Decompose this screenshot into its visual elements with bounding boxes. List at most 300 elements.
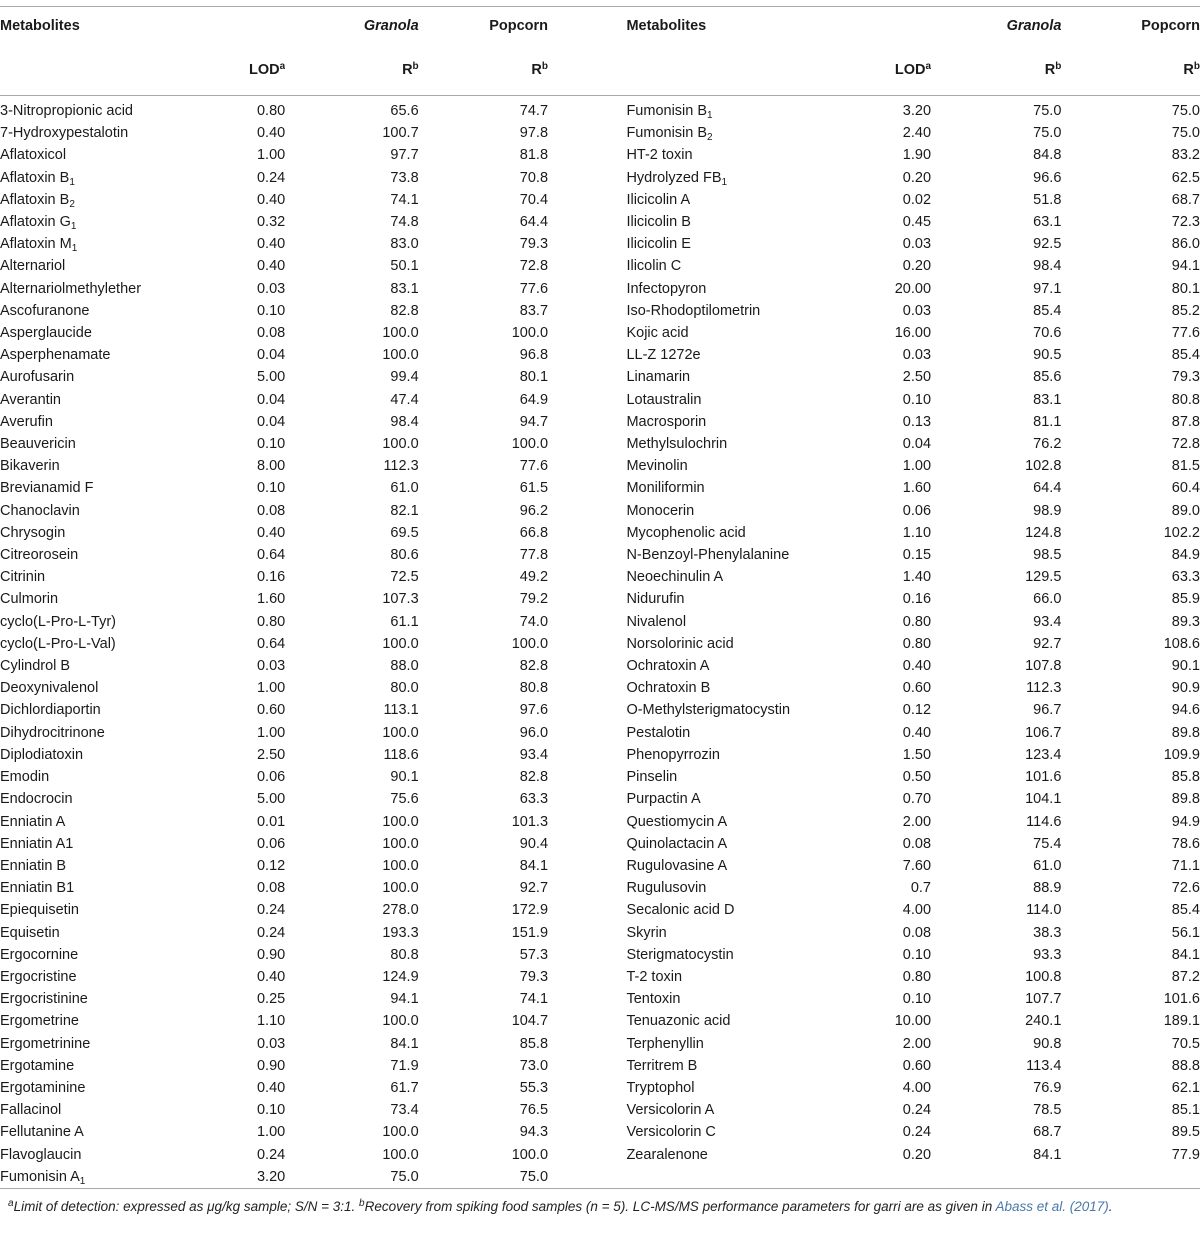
popcorn-recovery: 96.2 bbox=[519, 502, 549, 519]
lod-value: 0.20 bbox=[902, 169, 932, 186]
granola-recovery: 81.1 bbox=[1033, 413, 1062, 430]
table-row bbox=[0, 255, 1200, 277]
granola-recovery: 51.8 bbox=[1033, 191, 1062, 208]
metabolite-name: Bikaverin bbox=[0, 458, 60, 475]
metabolite-name: Versicolorin C bbox=[626, 1124, 716, 1141]
granola-recovery: 100.0 bbox=[382, 347, 419, 364]
granola-recovery: 64.4 bbox=[1033, 480, 1062, 497]
metabolite-name: Ochratoxin B bbox=[626, 680, 711, 697]
lod-value: 0.50 bbox=[902, 769, 932, 786]
lod-value: 2.50 bbox=[256, 746, 286, 763]
table-row bbox=[0, 877, 1200, 899]
popcorn-recovery: 109.9 bbox=[1163, 746, 1200, 763]
lod-value: 0.80 bbox=[256, 613, 286, 630]
lod-value: 4.00 bbox=[902, 902, 932, 919]
lod-value: 1.10 bbox=[902, 524, 932, 541]
granola-recovery: 100.0 bbox=[382, 880, 419, 897]
lod-value: 0.03 bbox=[256, 658, 286, 675]
metabolite-name: 7-Hydroxypestalotin bbox=[0, 125, 129, 142]
granola-recovery: 47.4 bbox=[390, 391, 419, 408]
table-row bbox=[0, 433, 1200, 455]
table-row bbox=[0, 833, 1200, 855]
granola-recovery: 78.5 bbox=[1033, 1102, 1062, 1119]
granola-recovery: 107.3 bbox=[382, 591, 419, 608]
table-row bbox=[0, 344, 1200, 366]
popcorn-recovery: 77.8 bbox=[519, 547, 549, 564]
lod-value: 2.40 bbox=[902, 125, 932, 142]
lod-value: 3.20 bbox=[226, 1166, 285, 1189]
popcorn-recovery: 94.6 bbox=[1171, 702, 1200, 719]
lod-value: 0.03 bbox=[256, 280, 286, 297]
lod-value: 0.24 bbox=[902, 1102, 932, 1119]
table-row bbox=[0, 167, 1200, 189]
metabolite-name: Linamarin bbox=[626, 369, 691, 386]
column-gap bbox=[548, 788, 626, 810]
granola-recovery: 71.9 bbox=[390, 1057, 419, 1074]
granola-recovery: 75.0 bbox=[1033, 125, 1062, 142]
popcorn-recovery: 90.4 bbox=[519, 835, 549, 852]
lod-value: 7.60 bbox=[902, 857, 932, 874]
metabolite-name: Infectopyron bbox=[626, 280, 707, 297]
popcorn-recovery: 151.9 bbox=[511, 924, 549, 941]
lod-value: 0.03 bbox=[256, 1035, 286, 1052]
granola-recovery: 83.1 bbox=[390, 280, 419, 297]
table-row bbox=[0, 455, 1200, 477]
lod-value: 0.40 bbox=[902, 658, 932, 675]
column-gap bbox=[548, 522, 626, 544]
header-metabolites-left: Metabolites bbox=[0, 7, 226, 46]
header-row-1 bbox=[0, 7, 1200, 46]
lod-value: 1.00 bbox=[902, 458, 932, 475]
metabolite-name: Fumonisin $B_1$ bbox=[626, 103, 713, 121]
table-footnote: $^a$Limit of detection: expressed as μg/kg sample; S/N = 3:1. $^b$Recovery from spiking food samples (n = 5). LC-MS/MS performance parameters for garri are as given in Abass et al. (2017). bbox=[8, 1198, 1113, 1214]
table-row bbox=[0, 899, 1200, 921]
granola-recovery: 104.1 bbox=[1025, 791, 1062, 808]
popcorn-recovery: 100.0 bbox=[511, 635, 549, 652]
metabolite-name: Ergocornine bbox=[0, 946, 79, 963]
column-gap bbox=[548, 855, 626, 877]
column-gap bbox=[548, 944, 626, 966]
lod-value: 0.06 bbox=[902, 502, 932, 519]
metabolite-name: Emodin bbox=[0, 769, 50, 786]
metabolite-name: Beauvericin bbox=[0, 436, 76, 453]
granola-recovery: 118.6 bbox=[383, 746, 419, 763]
metabolite-name: Norsolorinic acid bbox=[626, 635, 734, 652]
metabolites-table bbox=[0, 6, 1200, 1189]
table-row bbox=[0, 522, 1200, 544]
lod-value: 0.24 bbox=[256, 902, 286, 919]
table-row bbox=[0, 722, 1200, 744]
lod-value: 5.00 bbox=[256, 369, 286, 386]
granola-recovery: 112.3 bbox=[1026, 680, 1062, 697]
table-row bbox=[0, 1144, 1200, 1166]
popcorn-recovery: 77.6 bbox=[1171, 325, 1200, 342]
metabolite-name: Averantin bbox=[0, 391, 61, 408]
lod-value: 0.40 bbox=[256, 524, 286, 541]
metabolite-name: Sterigmatocystin bbox=[626, 946, 734, 963]
popcorn-recovery: 94.3 bbox=[519, 1124, 549, 1141]
lod-value: 0.80 bbox=[902, 613, 932, 630]
lod-value: 0.16 bbox=[902, 591, 932, 608]
table-body bbox=[0, 96, 1200, 1189]
metabolite-name: Moniliformin bbox=[626, 480, 705, 497]
granola-recovery: 88.0 bbox=[390, 658, 419, 675]
column-gap bbox=[548, 366, 626, 388]
granola-recovery: 90.8 bbox=[1033, 1035, 1062, 1052]
lod-value: 1.00 bbox=[256, 1124, 286, 1141]
column-gap bbox=[548, 144, 626, 166]
granola-recovery: 66.0 bbox=[1033, 591, 1062, 608]
granola-recovery: 112.3 bbox=[383, 458, 419, 475]
granola-recovery: 100.0 bbox=[382, 325, 419, 342]
metabolite-name: Ilicicolin E bbox=[626, 236, 691, 253]
header-row-2 bbox=[0, 45, 1200, 96]
popcorn-recovery: 83.7 bbox=[519, 302, 549, 319]
metabolite-name: Enniatin B1 bbox=[0, 880, 75, 897]
metabolite-name: Citrinin bbox=[0, 569, 46, 586]
column-gap bbox=[548, 278, 626, 300]
popcorn-recovery: 90.9 bbox=[1171, 680, 1200, 697]
header-granola-right: Granola bbox=[931, 7, 1061, 46]
popcorn-recovery: 89.5 bbox=[1171, 1124, 1200, 1141]
lod-value: 0.04 bbox=[902, 436, 932, 453]
metabolite-name: Brevianamid F bbox=[0, 480, 94, 497]
popcorn-recovery: 72.6 bbox=[1171, 880, 1200, 897]
metabolite-name: O-Methylsterigmatocystin bbox=[626, 702, 791, 719]
popcorn-recovery: 77.9 bbox=[1171, 1146, 1200, 1163]
column-gap bbox=[548, 566, 626, 588]
metabolite-name: Citreorosein bbox=[0, 547, 79, 564]
table-row bbox=[0, 389, 1200, 411]
table-row bbox=[0, 1033, 1200, 1055]
lod-value: 0.70 bbox=[902, 791, 932, 808]
metabolite-name: Ilicicolin A bbox=[626, 191, 691, 208]
granola-recovery: 80.8 bbox=[390, 946, 419, 963]
granola-recovery: 61.0 bbox=[1033, 857, 1062, 874]
granola-recovery: 73.8 bbox=[390, 169, 419, 186]
metabolite-name: Skyrin bbox=[626, 924, 667, 941]
header-lod-left: LOD$^a$ bbox=[226, 45, 285, 96]
popcorn-recovery: 63.3 bbox=[1171, 569, 1200, 586]
popcorn-recovery: 85.8 bbox=[519, 1035, 549, 1052]
granola-recovery: 124.9 bbox=[382, 968, 419, 985]
popcorn-recovery: 100.0 bbox=[511, 1146, 549, 1163]
metabolite-name: Enniatin A bbox=[0, 813, 66, 830]
metabolite-name: Chrysogin bbox=[0, 524, 66, 541]
popcorn-recovery: 75.0 bbox=[419, 1166, 548, 1189]
granola-recovery: 100.0 bbox=[382, 436, 419, 453]
lod-value: 0.04 bbox=[256, 413, 286, 430]
metabolite-name: Mycophenolic acid bbox=[626, 524, 746, 541]
lod-value: 3.20 bbox=[902, 103, 932, 119]
column-gap bbox=[548, 411, 626, 433]
granola-recovery: 100.0 bbox=[382, 1146, 419, 1163]
popcorn-recovery: 89.0 bbox=[1171, 502, 1200, 519]
metabolite-name: Endocrocin bbox=[0, 791, 73, 808]
lod-value: 0.90 bbox=[256, 946, 286, 963]
lod-value: 0.10 bbox=[256, 302, 286, 319]
popcorn-recovery: 189.1 bbox=[1163, 1013, 1200, 1030]
column-gap bbox=[548, 211, 626, 233]
column-gap bbox=[548, 233, 626, 255]
lod-value: 0.04 bbox=[256, 347, 286, 364]
popcorn-recovery: 62.1 bbox=[1171, 1079, 1200, 1096]
metabolite-name: Ilicolin C bbox=[626, 258, 682, 275]
metabolite-name: Asperglaucide bbox=[0, 325, 92, 342]
granola-recovery: 88.9 bbox=[1033, 880, 1062, 897]
granola-recovery: 68.7 bbox=[1033, 1124, 1062, 1141]
header-r-granola-right: $R^b$ bbox=[931, 45, 1061, 96]
lod-value: 0.10 bbox=[256, 480, 286, 497]
metabolite-name: Aflatoxin $M_1$ bbox=[0, 236, 78, 255]
lod-value: 0.40 bbox=[256, 1079, 286, 1096]
table-row bbox=[0, 944, 1200, 966]
column-gap bbox=[548, 744, 626, 766]
table-row bbox=[0, 122, 1200, 144]
popcorn-recovery: 73.0 bbox=[519, 1057, 549, 1074]
lod-value: 0.01 bbox=[256, 813, 286, 830]
granola-recovery: 90.1 bbox=[390, 769, 419, 786]
metabolite-name: Secalonic acid D bbox=[626, 902, 735, 919]
column-gap bbox=[548, 588, 626, 610]
table-row bbox=[0, 544, 1200, 566]
popcorn-recovery: 70.8 bbox=[519, 169, 549, 186]
metabolite-name: Fallacinol bbox=[0, 1102, 62, 1119]
granola-recovery: 84.8 bbox=[1033, 147, 1062, 164]
metabolite-name: Tryptophol bbox=[626, 1079, 695, 1096]
popcorn-recovery: 90.1 bbox=[1171, 658, 1200, 675]
popcorn-recovery: 64.9 bbox=[519, 391, 549, 408]
popcorn-recovery: 96.8 bbox=[519, 347, 549, 364]
granola-recovery: 84.1 bbox=[1033, 1146, 1062, 1163]
metabolite-name: cyclo(L-Pro-L-Tyr) bbox=[0, 613, 117, 630]
popcorn-recovery: 97.8 bbox=[519, 125, 549, 142]
lod-value: 0.08 bbox=[256, 502, 286, 519]
granola-recovery: 100.8 bbox=[1025, 968, 1062, 985]
granola-recovery: 100.0 bbox=[382, 1124, 419, 1141]
granola-recovery: 61.0 bbox=[390, 480, 419, 497]
table-row bbox=[0, 300, 1200, 322]
lod-value: 0.90 bbox=[256, 1057, 286, 1074]
granola-recovery: 69.5 bbox=[390, 524, 419, 541]
metabolite-name: Macrosporin bbox=[626, 413, 707, 430]
lod-value: 16.00 bbox=[894, 325, 932, 342]
metabolite-name: cyclo(L-Pro-L-Val) bbox=[0, 635, 116, 652]
lod-value: 0.10 bbox=[902, 391, 932, 408]
popcorn-recovery: 96.0 bbox=[519, 724, 549, 741]
granola-recovery: 114.0 bbox=[1026, 902, 1062, 919]
metabolite-name: Hydrolyzed $FB_1$ bbox=[626, 169, 728, 188]
table-row bbox=[0, 966, 1200, 988]
popcorn-recovery: 104.7 bbox=[511, 1013, 549, 1030]
popcorn-recovery: 72.8 bbox=[1171, 436, 1200, 453]
popcorn-recovery: 68.7 bbox=[1171, 191, 1200, 208]
metabolite-name: Ochratoxin A bbox=[626, 658, 710, 675]
granola-recovery: 107.7 bbox=[1025, 991, 1062, 1008]
lod-value: 0.40 bbox=[902, 724, 932, 741]
column-gap bbox=[548, 677, 626, 699]
lod-value: 0.04 bbox=[256, 391, 286, 408]
popcorn-recovery: 81.8 bbox=[519, 147, 549, 164]
metabolite-name: Diplodiatoxin bbox=[0, 746, 84, 763]
granola-recovery: 73.4 bbox=[390, 1102, 419, 1119]
column-gap bbox=[548, 833, 626, 855]
metabolite-name: Ergometrinine bbox=[0, 1035, 91, 1052]
lod-value: 0.06 bbox=[256, 835, 286, 852]
column-gap bbox=[548, 300, 626, 322]
header-lod-right: LOD$^a$ bbox=[881, 45, 931, 96]
lod-value: 0.03 bbox=[902, 236, 932, 253]
table-row bbox=[0, 96, 1200, 123]
lod-value: 8.00 bbox=[256, 458, 286, 475]
column-gap bbox=[548, 477, 626, 499]
metabolite-name: Aflatoxin $B_2$ bbox=[0, 191, 75, 210]
popcorn-recovery: 72.3 bbox=[1171, 214, 1200, 231]
lod-value: 1.40 bbox=[902, 569, 932, 586]
popcorn-recovery: 85.4 bbox=[1171, 347, 1200, 364]
popcorn-recovery: 64.4 bbox=[519, 214, 549, 231]
lod-value: 0.40 bbox=[256, 191, 286, 208]
lod-value: 2.00 bbox=[902, 1035, 932, 1052]
table-row bbox=[0, 588, 1200, 610]
metabolite-name: Iso-Rhodoptilometrin bbox=[626, 302, 761, 319]
metabolite-name: Mevinolin bbox=[626, 458, 688, 475]
column-gap bbox=[548, 96, 626, 123]
column-gap bbox=[548, 322, 626, 344]
granola-recovery: 100.0 bbox=[382, 857, 419, 874]
granola-recovery: 240.1 bbox=[1025, 1013, 1062, 1030]
granola-recovery: 129.5 bbox=[1025, 569, 1062, 586]
popcorn-recovery: 85.2 bbox=[1171, 302, 1200, 319]
header-granola-left: Granola bbox=[285, 7, 418, 46]
popcorn-recovery: 93.4 bbox=[519, 746, 549, 763]
table-row bbox=[0, 744, 1200, 766]
lod-value: 10.00 bbox=[894, 1013, 932, 1030]
metabolite-name: Epiequisetin bbox=[0, 902, 79, 919]
metabolite-name: Dichlordiaportin bbox=[0, 702, 101, 719]
column-gap bbox=[548, 966, 626, 988]
popcorn-recovery: 88.8 bbox=[1171, 1057, 1200, 1074]
lod-value: 0.80 bbox=[902, 635, 932, 652]
metabolite-name: Methylsulochrin bbox=[626, 436, 728, 453]
header-r-granola-left: $R^b$ bbox=[285, 45, 418, 96]
popcorn-recovery: 82.8 bbox=[519, 658, 549, 675]
granola-recovery: 61.1 bbox=[390, 613, 419, 630]
granola-recovery: 75.4 bbox=[1033, 835, 1062, 852]
lod-value: 0.7 bbox=[910, 880, 932, 897]
metabolite-name: Ilicicolin B bbox=[626, 214, 691, 231]
table-row bbox=[0, 811, 1200, 833]
column-gap bbox=[548, 167, 626, 189]
column-gap bbox=[548, 1099, 626, 1121]
table-row bbox=[0, 366, 1200, 388]
granola-recovery: 85.6 bbox=[1033, 369, 1062, 386]
metabolite-name: Aflatoxin $G_1$ bbox=[0, 214, 77, 233]
table-row bbox=[0, 766, 1200, 788]
granola-recovery: 76.2 bbox=[1033, 436, 1062, 453]
popcorn-recovery: 101.3 bbox=[511, 813, 549, 830]
table-row bbox=[0, 633, 1200, 655]
metabolite-name: Quinolactacin A bbox=[626, 835, 728, 852]
empty-cell bbox=[1061, 1166, 1200, 1189]
granola-recovery: 96.7 bbox=[1033, 702, 1062, 719]
column-gap bbox=[548, 255, 626, 277]
metabolite-name: Cylindrol B bbox=[0, 658, 71, 675]
popcorn-recovery: 84.1 bbox=[1171, 946, 1200, 963]
table-row bbox=[0, 1010, 1200, 1032]
table-row bbox=[0, 677, 1200, 699]
popcorn-recovery: 81.5 bbox=[1171, 458, 1200, 475]
popcorn-recovery: 79.3 bbox=[1171, 369, 1200, 386]
lod-value: 2.00 bbox=[902, 813, 932, 830]
popcorn-recovery: 84.1 bbox=[519, 857, 549, 874]
column-gap bbox=[548, 766, 626, 788]
table-row bbox=[0, 1099, 1200, 1121]
granola-recovery: 123.4 bbox=[1025, 746, 1062, 763]
popcorn-recovery: 70.4 bbox=[519, 191, 549, 208]
granola-recovery: 61.7 bbox=[390, 1079, 419, 1096]
lod-value: 5.00 bbox=[256, 791, 286, 808]
metabolite-name: Tentoxin bbox=[626, 991, 681, 1008]
metabolite-name: Terphenyllin bbox=[626, 1035, 704, 1052]
column-gap bbox=[548, 1121, 626, 1143]
metabolite-name: Zearalenone bbox=[626, 1146, 708, 1163]
table-row bbox=[0, 988, 1200, 1010]
popcorn-recovery: 87.2 bbox=[1171, 968, 1200, 985]
metabolite-name: Ascofuranone bbox=[0, 302, 90, 319]
granola-recovery: 98.5 bbox=[1033, 547, 1062, 564]
lod-value: 0.40 bbox=[256, 125, 286, 142]
popcorn-recovery: 97.6 bbox=[519, 702, 549, 719]
column-gap bbox=[548, 1055, 626, 1077]
granola-recovery: 107.8 bbox=[1025, 658, 1062, 675]
granola-recovery: 100.0 bbox=[382, 724, 419, 741]
table-row bbox=[0, 566, 1200, 588]
column-gap bbox=[548, 455, 626, 477]
table-row bbox=[0, 411, 1200, 433]
table-row bbox=[0, 278, 1200, 300]
lod-value: 0.64 bbox=[256, 547, 286, 564]
metabolite-name: Aurofusarin bbox=[0, 369, 75, 386]
table-row bbox=[0, 1166, 1200, 1189]
lod-value: 0.16 bbox=[256, 569, 286, 586]
metabolite-name: Territrem B bbox=[626, 1057, 698, 1074]
lod-value: 0.32 bbox=[256, 214, 286, 231]
metabolite-name: Ergocristine bbox=[0, 968, 77, 985]
table-row bbox=[0, 1121, 1200, 1143]
granola-recovery: 102.8 bbox=[1025, 458, 1062, 475]
lod-value: 0.10 bbox=[256, 1102, 286, 1119]
metabolite-name: Chanoclavin bbox=[0, 502, 80, 519]
column-gap bbox=[548, 544, 626, 566]
popcorn-recovery: 85.1 bbox=[1171, 1102, 1200, 1119]
column-gap bbox=[548, 811, 626, 833]
reference-link[interactable]: Abass et al. (2017) bbox=[995, 1199, 1109, 1214]
popcorn-recovery: 94.9 bbox=[1171, 813, 1200, 830]
popcorn-recovery: 94.7 bbox=[519, 413, 549, 430]
column-gap bbox=[548, 877, 626, 899]
lod-value: 20.00 bbox=[894, 280, 932, 297]
popcorn-recovery: 85.8 bbox=[1171, 769, 1200, 786]
column-gap bbox=[548, 699, 626, 721]
granola-recovery: 93.3 bbox=[1033, 946, 1062, 963]
granola-recovery: 99.4 bbox=[390, 369, 419, 386]
metabolite-name: Tenuazonic acid bbox=[626, 1013, 731, 1030]
granola-recovery: 100.0 bbox=[382, 835, 419, 852]
popcorn-recovery: 62.5 bbox=[1171, 169, 1200, 186]
lod-value: 0.20 bbox=[902, 1146, 932, 1163]
metabolite-name: Enniatin A1 bbox=[0, 835, 74, 852]
